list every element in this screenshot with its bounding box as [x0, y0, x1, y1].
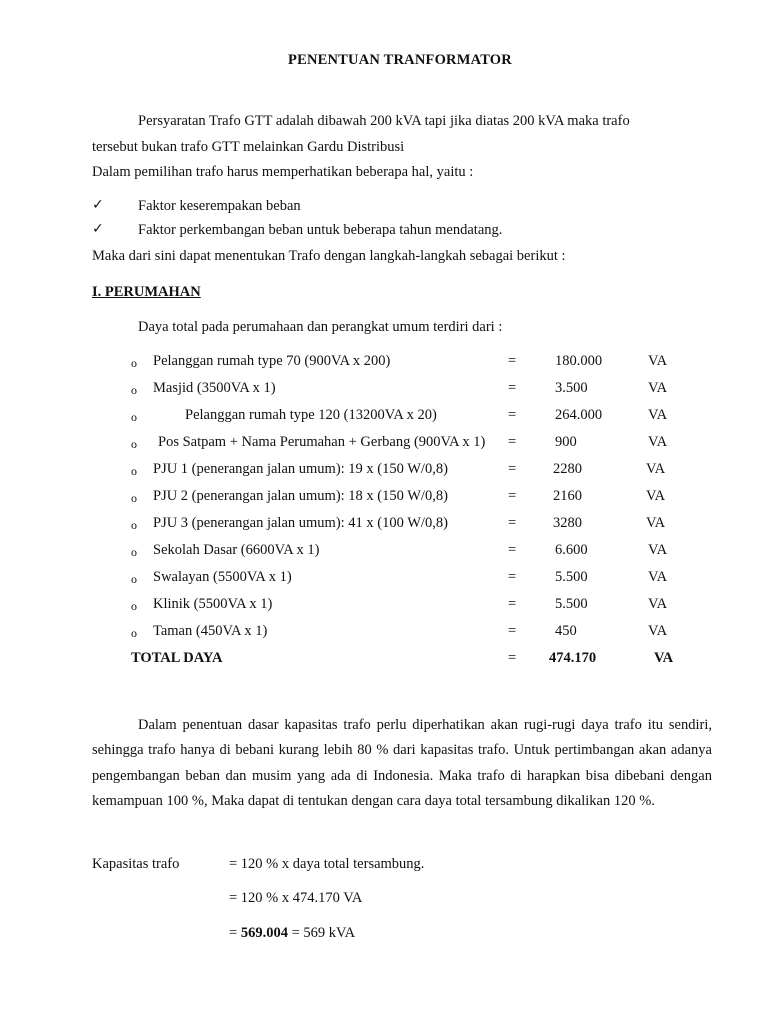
calc-label: Kapasitas trafo	[92, 856, 180, 872]
item-value: 2280	[553, 461, 582, 477]
item-label: Taman (450VA x 1)	[153, 623, 268, 639]
item-label: Masjid (3500VA x 1)	[153, 380, 276, 396]
method-text: Maka dari sini dapat menentukan Trafo dengan langkah-langkah sebagai berikut :	[92, 248, 566, 264]
item-unit: VA	[648, 434, 668, 450]
item-unit: VA	[648, 542, 668, 558]
bullet-icon: o	[131, 599, 137, 613]
item-value: 264.000	[555, 407, 603, 423]
paragraph-text: Dalam penentuan dasar kapasitas trafo perlu diperhatikan akan rugi-rugi daya trafo itu sendiri, sehingga trafo hanya di bebani kurang lebih 80 % dari kapasitas trafo. Untuk pertimbangan akan adanya pengembangan beban dan musim yang ada di Indonesia. Maka trafo di harapkan bisa dibebani dengan kemampuan 100 %, Maka dapat di tentukan dengan cara daya total tersambung dikalikan 120 %.	[92, 717, 712, 810]
item-unit: VA	[648, 407, 668, 423]
bullet-icon: o	[131, 545, 137, 559]
checklist-item: Faktor perkembangan beban untuk beberapa tahun mendatang.	[138, 222, 503, 238]
item-unit: VA	[648, 623, 668, 639]
item-value: 3280	[553, 515, 582, 531]
section-subtext: Daya total pada perumahaan dan perangkat umum terdiri dari :	[138, 319, 503, 335]
item-value: 5.500	[555, 596, 588, 612]
item-label: PJU 1 (penerangan jalan umum): 19 x (150 W/0,8)	[153, 461, 448, 477]
checklist-item: Faktor keserempakan beban	[138, 198, 301, 214]
page-title: PENENTUAN TRANFORMATOR	[288, 52, 512, 68]
total-label: TOTAL DAYA	[131, 650, 223, 666]
item-equals: =	[508, 623, 517, 639]
checkmark-icon: ✓	[92, 197, 104, 213]
item-label: Swalayan (5500VA x 1)	[153, 569, 292, 585]
item-label: PJU 3 (penerangan jalan umum): 41 x (100 W/0,8)	[153, 515, 448, 531]
bullet-icon: o	[131, 437, 137, 451]
item-unit: VA	[646, 515, 666, 531]
bullet-icon: o	[131, 626, 137, 640]
item-value: 450	[555, 623, 577, 639]
item-equals: =	[508, 515, 517, 531]
bullet-icon: o	[131, 356, 137, 370]
item-equals: =	[508, 542, 517, 558]
item-unit: VA	[648, 353, 668, 369]
item-value: 5.500	[555, 569, 588, 585]
checkmark-icon: ✓	[92, 221, 104, 237]
total-equals: =	[508, 650, 517, 666]
item-value: 2160	[553, 488, 582, 504]
intro-line-3: Dalam pemilihan trafo harus memperhatikan beberapa hal, yaitu :	[92, 164, 474, 180]
bullet-icon: o	[131, 491, 137, 505]
item-label: Klinik (5500VA x 1)	[153, 596, 273, 612]
calc-result-bold: 569.004	[240, 925, 288, 941]
item-equals: =	[508, 380, 517, 396]
item-value: 3.500	[555, 380, 588, 396]
item-equals: =	[508, 461, 517, 477]
item-label: Pelanggan rumah type 70 (900VA x 200)	[153, 353, 391, 369]
item-equals: =	[508, 596, 517, 612]
item-unit: VA	[646, 461, 666, 477]
item-value: 180.000	[555, 353, 603, 369]
item-unit: VA	[648, 380, 668, 396]
calc-line-3	[229, 924, 355, 942]
calc-line-1: = 120 % x daya total tersambung.	[229, 856, 425, 872]
intro-line-2: tersebut bukan trafo GTT melainkan Gardu Distribusi	[92, 139, 405, 155]
item-unit: VA	[646, 488, 666, 504]
item-equals: =	[508, 488, 517, 504]
calc-result-kva: = 569 kVA	[291, 925, 356, 941]
item-equals: =	[508, 353, 517, 369]
item-label: Pelanggan rumah type 120 (13200VA x 20)	[185, 407, 437, 423]
item-label: Sekolah Dasar (6600VA x 1)	[153, 542, 320, 558]
item-unit: VA	[648, 569, 668, 585]
bullet-icon: o	[131, 464, 137, 478]
total-unit: VA	[654, 650, 674, 666]
item-equals: =	[508, 407, 517, 423]
item-label: PJU 2 (penerangan jalan umum): 18 x (150 W/0,8)	[153, 488, 448, 504]
item-value: 6.600	[555, 542, 588, 558]
item-equals: =	[508, 434, 517, 450]
section-heading: I. PERUMAHAN	[92, 284, 201, 300]
explanation-paragraph	[92, 713, 712, 815]
bullet-icon: o	[131, 410, 137, 424]
item-unit: VA	[648, 596, 668, 612]
total-value: 474.170	[549, 650, 597, 666]
item-label: Pos Satpam + Nama Perumahan + Gerbang (900VA x 1)	[158, 434, 486, 450]
bullet-icon: o	[131, 572, 137, 586]
item-equals: =	[508, 569, 517, 585]
intro-line-1: Persyaratan Trafo GTT adalah dibawah 200 kVA tapi jika diatas 200 kVA maka trafo	[138, 113, 630, 129]
calc-line-2: = 120 % x 474.170 VA	[229, 890, 363, 906]
calc-line-3-eq: =	[229, 925, 238, 941]
bullet-icon: o	[131, 383, 137, 397]
item-value: 900	[555, 434, 577, 450]
bullet-icon: o	[131, 518, 137, 532]
